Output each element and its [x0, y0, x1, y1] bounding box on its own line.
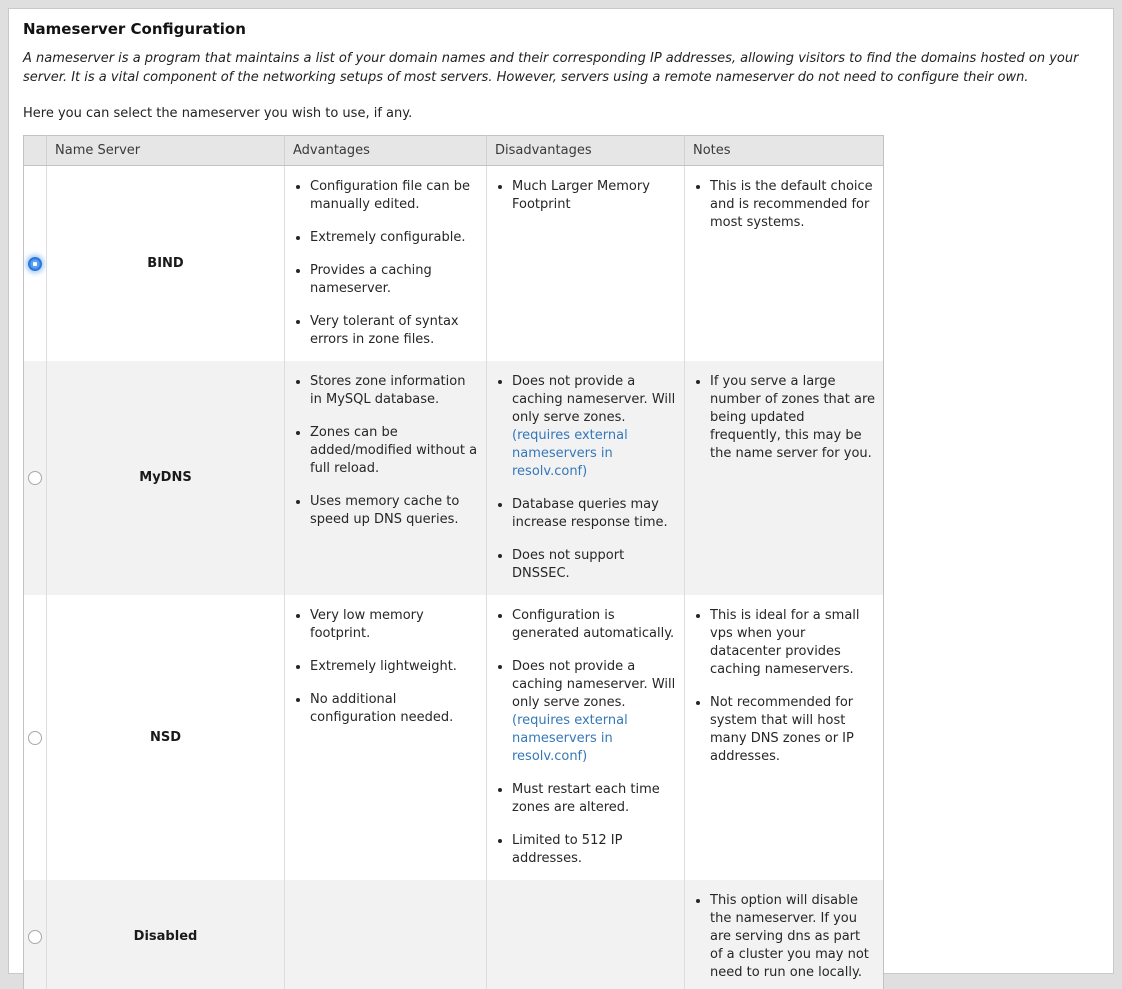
bullet-item	[310, 691, 478, 727]
bullet-item	[310, 229, 478, 247]
bullet-item	[512, 373, 676, 481]
advantages-cell	[285, 166, 487, 362]
bullet-text: Much Larger Memory Footprint	[512, 179, 650, 212]
table-row-nsd	[24, 595, 884, 880]
disadvantages-cell	[487, 361, 685, 595]
bullet-item	[310, 493, 478, 529]
resolv-conf-link[interactable]: (requires external nameservers in resolv.conf)	[512, 428, 628, 479]
radio-cell	[24, 595, 47, 880]
bullet-text: Database queries may increase response time.	[512, 497, 668, 530]
notes-cell	[685, 166, 884, 362]
radio-bind[interactable]	[28, 257, 42, 271]
nameserver-label: BIND	[147, 255, 184, 271]
bullet-item	[310, 658, 478, 676]
table-row-disabled	[24, 880, 884, 989]
bullet-item	[310, 262, 478, 298]
resolv-conf-link[interactable]: (requires external nameservers in resolv.conf)	[512, 713, 628, 764]
column-header-name-server: Name Server	[47, 136, 285, 166]
radio-cell	[24, 361, 47, 595]
column-header-select	[24, 136, 47, 166]
bullet-text: Does not provide a caching nameserver. Will only serve zones.	[512, 374, 676, 425]
bullet-text: Very low memory footprint.	[310, 608, 424, 641]
bullet-item	[710, 373, 875, 463]
notes-list	[693, 178, 875, 232]
notes-list	[693, 892, 875, 982]
bullet-text: If you serve a large number of zones that are being updated frequently, this may be the name server for you.	[710, 374, 876, 461]
advantages-cell	[285, 361, 487, 595]
table-row-mydns	[24, 361, 884, 595]
radio-cell	[24, 880, 47, 989]
bullet-item	[310, 424, 478, 478]
disadvantages-list	[495, 373, 676, 583]
notes-list	[693, 607, 875, 766]
notes-list	[693, 373, 875, 463]
bullet-text: Provides a caching nameserver.	[310, 263, 432, 296]
bullet-text: Must restart each time zones are altered.	[512, 782, 660, 815]
bullet-text: Configuration file can be manually edited.	[310, 179, 470, 212]
bullet-item	[512, 547, 676, 583]
bullet-item	[710, 178, 875, 232]
nameserver-table-body	[24, 166, 884, 989]
bullet-item	[512, 496, 676, 532]
radio-mydns[interactable]	[28, 471, 42, 485]
radio-nsd[interactable]	[28, 731, 42, 745]
notes-cell	[685, 361, 884, 595]
bullet-item	[710, 892, 875, 982]
bullet-text: This option will disable the nameserver. If you are serving dns as part of a cluster you may not need to run one locally.	[710, 893, 869, 980]
advantages-list	[293, 373, 478, 529]
nameserver-label: NSD	[149, 729, 182, 745]
bullet-item	[512, 178, 676, 214]
nameserver-label: Disabled	[133, 929, 198, 944]
name-cell	[47, 166, 285, 362]
bullet-item	[310, 313, 478, 349]
bullet-text: Not recommended for system that will host many DNS zones or IP addresses.	[710, 695, 854, 764]
bullet-text: Zones can be added/modified without a full reload.	[310, 425, 478, 476]
bullet-text: Stores zone information in MySQL database.	[310, 374, 466, 407]
bullet-item	[512, 607, 676, 643]
bullet-text: Limited to 512 IP addresses.	[512, 833, 623, 866]
name-cell	[47, 880, 285, 989]
disadvantages-list	[495, 178, 676, 214]
name-cell	[47, 361, 285, 595]
bullet-text: Configuration is generated automatically.	[512, 608, 675, 641]
bullet-item	[512, 781, 676, 817]
advantages-cell	[285, 595, 487, 880]
page-intro: A nameserver is a program that maintains a list of your domain names and their corresponding IP addresses, allowing visitors to find the domains hosted on your server. It is a vital component of the networking setups of most servers. However, servers using a remote nameserver do not need to configure their own.	[23, 51, 1079, 85]
bullet-text: Extremely configurable.	[310, 230, 466, 245]
disadvantages-list	[495, 607, 676, 868]
bullet-text: No additional configuration needed.	[310, 692, 454, 725]
bullet-item	[512, 832, 676, 868]
bullet-text: Very tolerant of syntax errors in zone files.	[310, 314, 459, 347]
content-panel	[8, 8, 1114, 980]
disadvantages-cell	[487, 880, 685, 989]
advantages-list	[293, 607, 478, 727]
bullet-item	[512, 658, 676, 766]
bullet-text: Extremely lightweight.	[310, 659, 457, 674]
notes-cell	[685, 880, 884, 989]
disadvantages-cell	[487, 595, 685, 880]
bullet-item	[310, 373, 478, 409]
column-header-notes: Notes	[685, 136, 884, 166]
bullet-text: Does not support DNSSEC.	[512, 548, 625, 581]
nameserver-label: MyDNS	[139, 470, 192, 485]
nameserver-table	[23, 135, 884, 989]
advantages-cell	[285, 880, 487, 989]
notes-cell	[685, 595, 884, 880]
bullet-text: This is the default choice and is recommended for most systems.	[710, 179, 873, 230]
radio-disabled[interactable]	[28, 930, 42, 944]
table-row-bind	[24, 166, 884, 362]
bullet-item	[710, 607, 875, 679]
advantages-list	[293, 178, 478, 349]
bullet-text: Does not provide a caching nameserver. Will only serve zones.	[512, 659, 676, 710]
name-cell	[47, 595, 285, 880]
bullet-text: Uses memory cache to speed up DNS queries.	[310, 494, 460, 527]
radio-cell	[24, 166, 47, 362]
column-header-advantages: Advantages	[285, 136, 487, 166]
column-header-disadvantages: Disadvantages	[487, 136, 685, 166]
bullet-item	[310, 178, 478, 214]
bullet-item	[710, 694, 875, 766]
bullet-item	[310, 607, 478, 643]
disadvantages-cell	[487, 166, 685, 362]
page-prompt: Here you can select the nameserver you wish to use, if any.	[23, 106, 413, 121]
table-header-row	[24, 136, 884, 166]
page-title: Nameserver Configuration	[23, 20, 246, 38]
bullet-text: This is ideal for a small vps when your datacenter provides caching nameservers.	[710, 608, 860, 677]
